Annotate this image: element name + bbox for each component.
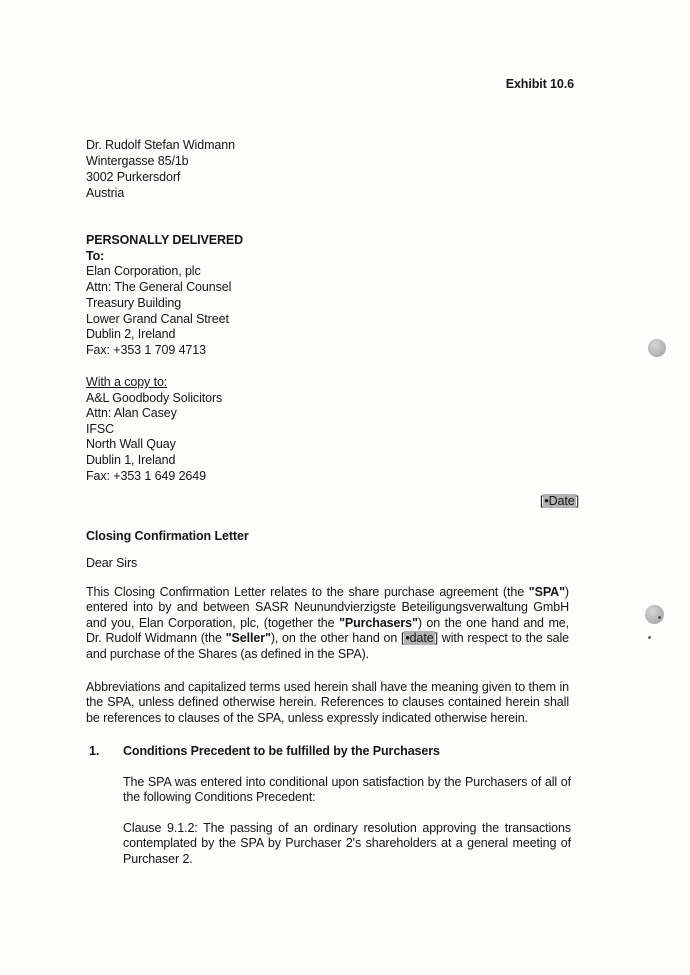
delivery-to-label: To: bbox=[86, 248, 105, 263]
scan-artifact-speck bbox=[648, 636, 651, 639]
copy-fax-line: Fax: +353 1 649 2649 bbox=[86, 468, 206, 483]
copy-line: A&L Goodbody Solicitors bbox=[86, 390, 223, 405]
paragraph-clause-912: Clause 9.1.2: The passing of an ordinary resolution approving the transactions contemplated by the SPA by Purchaser 2's shareholders at a general meeting of Purchaser 2. bbox=[123, 821, 571, 866]
copy-line: Attn: Alan Casey bbox=[86, 406, 177, 421]
recipient-country: Austria bbox=[86, 186, 125, 200]
recipient-name: Dr. Rudolf Stefan Widmann bbox=[86, 138, 235, 152]
salutation: Dear Sirs bbox=[86, 556, 138, 570]
exhibit-label: Exhibit 10.6 bbox=[505, 77, 574, 91]
scan-artifact-circle bbox=[645, 605, 664, 624]
date-placeholder: [•Date] bbox=[539, 494, 579, 508]
recipient-city: 3002 Purkersdorf bbox=[86, 170, 181, 184]
recipient-street: Wintergasse 85/1b bbox=[86, 154, 189, 168]
delivery-line: Lower Grand Canal Street bbox=[86, 311, 229, 326]
delivery-heading: PERSONALLY DELIVERED bbox=[86, 233, 244, 247]
paragraph-abbreviations: Abbreviations and capitalized terms used herein shall have the meaning given to them in the SPA, unless defined otherwise herein. References to clauses contained herein shall be references to clauses of the SPA, unless expressly indicated otherwise herein. bbox=[86, 680, 569, 725]
delivery-line: Elan Corporation, plc bbox=[86, 264, 201, 279]
copy-to-heading: With a copy to: bbox=[86, 375, 168, 389]
copy-line: Dublin 1, Ireland bbox=[86, 452, 176, 467]
delivery-line: Treasury Building bbox=[86, 295, 182, 310]
delivery-line: Attn: The General Counsel bbox=[86, 280, 232, 295]
delivery-block bbox=[86, 233, 243, 359]
copy-to-block bbox=[86, 375, 222, 484]
paragraph-spa-intro: This Closing Confirmation Letter relates to the share purchase agreement (the "SPA") entered into by and between SASR Neunundvierzigste Beteiligungsverwaltung GmbH and you, Elan Corporation, plc, (together the "Purchasers") on the one hand and me, Dr. Rudolf Widmann (the "Seller"), on the other hand on [•date] with respect to the sale and purchase of the Shares (as defined in the SPA). bbox=[86, 585, 569, 661]
recipient-address-block bbox=[86, 137, 235, 201]
copy-line: IFSC bbox=[86, 421, 115, 436]
letter-title: Closing Confirmation Letter bbox=[86, 529, 249, 543]
section-number: 1. bbox=[89, 744, 100, 758]
delivery-line: Dublin 2, Ireland bbox=[86, 327, 176, 342]
section-heading: Conditions Precedent to be fulfilled by the Purchasers bbox=[123, 744, 440, 758]
scan-artifact-circle bbox=[648, 339, 666, 357]
paragraph-conditions-precedent: The SPA was entered into conditional upon satisfaction by the Purchasers of all of the following Conditions Precedent: bbox=[123, 775, 571, 805]
delivery-fax-line: Fax: +353 1 709 4713 bbox=[86, 342, 206, 357]
copy-line: North Wall Quay bbox=[86, 437, 176, 452]
